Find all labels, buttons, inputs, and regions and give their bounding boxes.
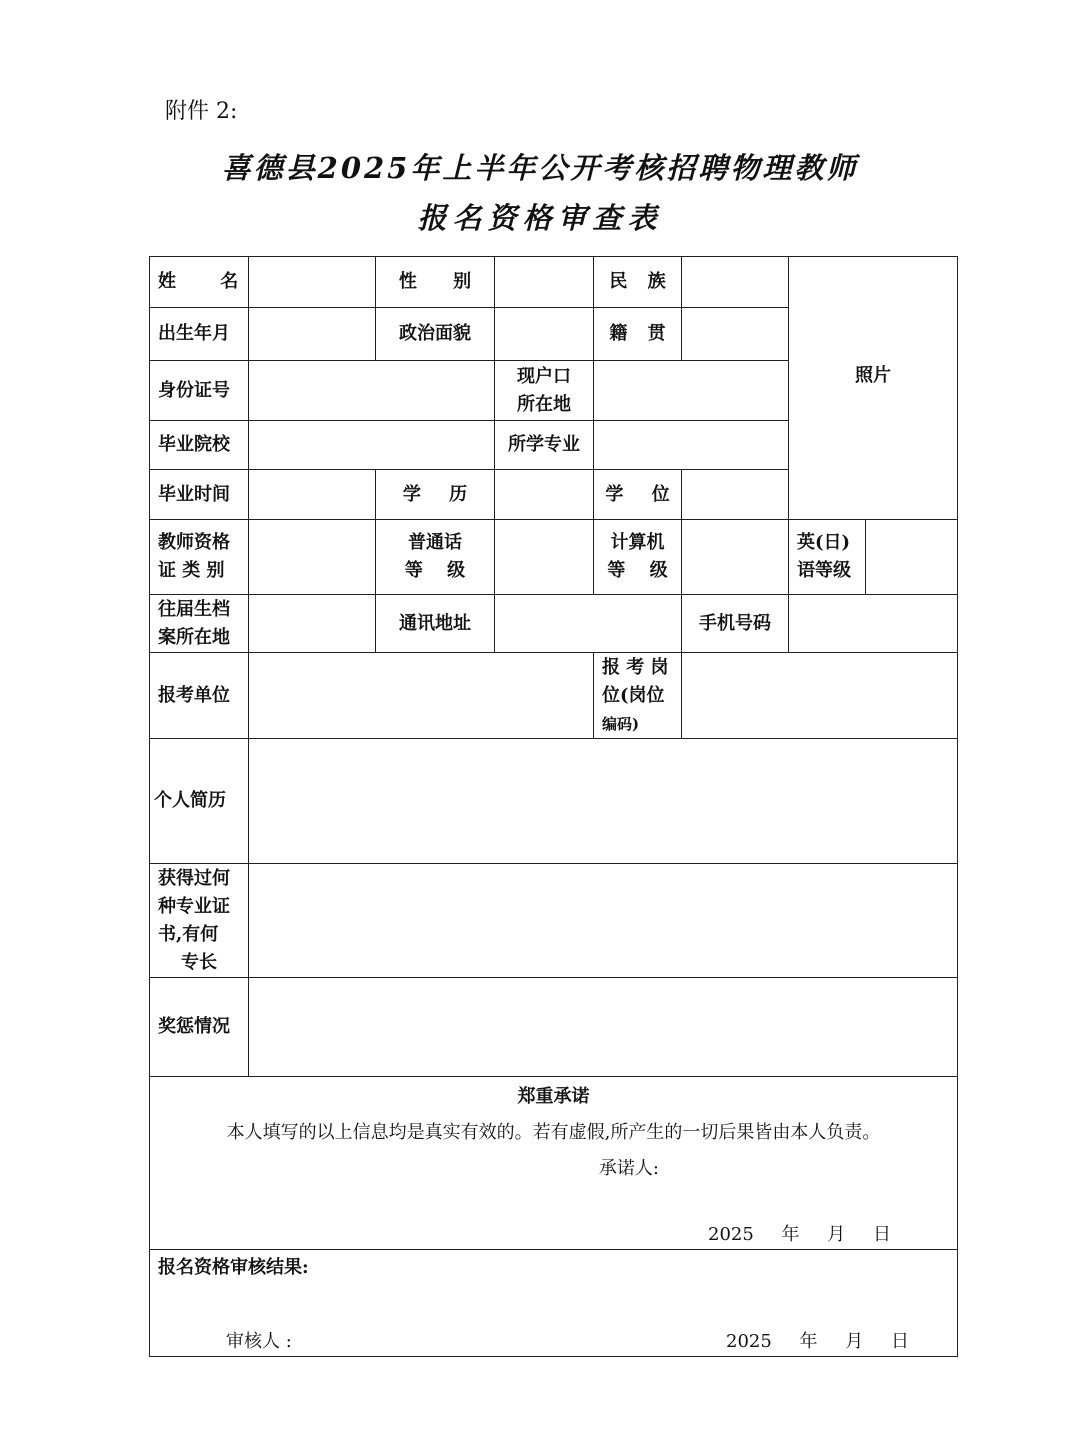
field-computer[interactable] bbox=[682, 520, 789, 595]
attachment-label: 附件 2: bbox=[165, 99, 238, 124]
field-archive[interactable] bbox=[249, 595, 376, 653]
field-resume[interactable] bbox=[249, 739, 958, 864]
label-address: 通讯地址 bbox=[376, 595, 495, 653]
field-native[interactable] bbox=[682, 308, 789, 361]
label-archive: 往届生档 案所在地 bbox=[150, 595, 249, 653]
field-major[interactable] bbox=[594, 421, 789, 470]
pledge-signer: 承诺人: bbox=[598, 1158, 659, 1179]
photo-box[interactable] bbox=[789, 257, 958, 520]
label-residence: 现户口 所在地 bbox=[495, 361, 594, 421]
label-unit: 报考单位 bbox=[150, 653, 249, 739]
row-resume bbox=[150, 739, 958, 864]
row-application bbox=[150, 653, 958, 739]
field-id-number[interactable] bbox=[249, 361, 495, 421]
pledge-text: 本人填写的以上信息均是真实有效的。若有虚假,所产生的一切后果皆由本人负责。 bbox=[226, 1122, 881, 1143]
field-ethnicity[interactable] bbox=[682, 257, 789, 308]
review-date: 2025 年 月 日 bbox=[726, 1331, 909, 1352]
row-contact bbox=[150, 595, 958, 653]
row-skills bbox=[150, 864, 958, 978]
label-ethnicity: 民 族 bbox=[594, 257, 682, 308]
review-title: 报名资格审核结果: bbox=[158, 1257, 309, 1278]
label-name: 姓 名 bbox=[150, 257, 249, 308]
label-resume: 个人简历 bbox=[150, 739, 249, 864]
field-mandarin[interactable] bbox=[495, 520, 594, 595]
label-education: 学 历 bbox=[376, 470, 495, 520]
label-degree: 学 位 bbox=[594, 470, 682, 520]
field-birth[interactable] bbox=[249, 308, 376, 361]
label-major: 所学专业 bbox=[495, 421, 594, 470]
field-political[interactable] bbox=[495, 308, 594, 361]
pledge-date: 2025 年 月 日 bbox=[708, 1224, 891, 1245]
label-awards: 奖惩情况 bbox=[150, 978, 249, 1077]
label-birth: 出生年月 bbox=[150, 308, 249, 361]
field-teacher-cert[interactable] bbox=[249, 520, 376, 595]
row-certificates bbox=[150, 520, 958, 595]
form-title-line1: 喜德县2025年上半年公开考核招聘物理教师 bbox=[221, 151, 859, 185]
pledge-title: 郑重承诺 bbox=[517, 1086, 590, 1107]
photo-label: 照片 bbox=[855, 364, 891, 386]
row-basic-1 bbox=[150, 257, 958, 308]
field-residence[interactable] bbox=[594, 361, 789, 421]
field-post[interactable] bbox=[682, 653, 958, 739]
field-unit[interactable] bbox=[249, 653, 594, 739]
field-school[interactable] bbox=[249, 421, 495, 470]
label-native: 籍 贯 bbox=[594, 308, 682, 361]
field-gender[interactable] bbox=[495, 257, 594, 308]
row-pledge bbox=[150, 1077, 958, 1250]
row-awards bbox=[150, 978, 958, 1077]
field-certs[interactable] bbox=[249, 864, 958, 978]
label-phone: 手机号码 bbox=[682, 595, 789, 653]
label-id-number: 身份证号 bbox=[150, 361, 249, 421]
field-education[interactable] bbox=[495, 470, 594, 520]
label-mandarin: 普通话 等 级 bbox=[376, 520, 495, 595]
label-foreign-lang: 英(日) 语等级 bbox=[789, 520, 866, 595]
registration-form-table bbox=[149, 256, 958, 1357]
label-school: 毕业院校 bbox=[150, 421, 249, 470]
label-teacher-cert: 教师资格 证 类 别 bbox=[150, 520, 249, 595]
field-grad-time[interactable] bbox=[249, 470, 376, 520]
pledge-section bbox=[150, 1077, 958, 1250]
label-computer: 计算机 等 级 bbox=[594, 520, 682, 595]
label-post: 报 考 岗 位(岗位 编码) bbox=[594, 653, 682, 739]
review-section bbox=[150, 1250, 958, 1357]
form-title-line2: 报名资格审查表 bbox=[417, 201, 663, 235]
reviewer-label: 审核人 : bbox=[226, 1331, 292, 1352]
row-review bbox=[150, 1250, 958, 1357]
field-phone[interactable] bbox=[789, 595, 958, 653]
field-address[interactable] bbox=[495, 595, 682, 653]
label-political: 政治面貌 bbox=[376, 308, 495, 361]
field-degree[interactable] bbox=[682, 470, 789, 520]
field-name[interactable] bbox=[249, 257, 376, 308]
label-grad-time: 毕业时间 bbox=[150, 470, 249, 520]
label-gender: 性 别 bbox=[376, 257, 495, 308]
field-foreign-lang[interactable] bbox=[866, 520, 958, 595]
label-certs: 获得过何 种专业证 书,有何 专长 bbox=[150, 864, 249, 978]
field-awards[interactable] bbox=[249, 978, 958, 1077]
